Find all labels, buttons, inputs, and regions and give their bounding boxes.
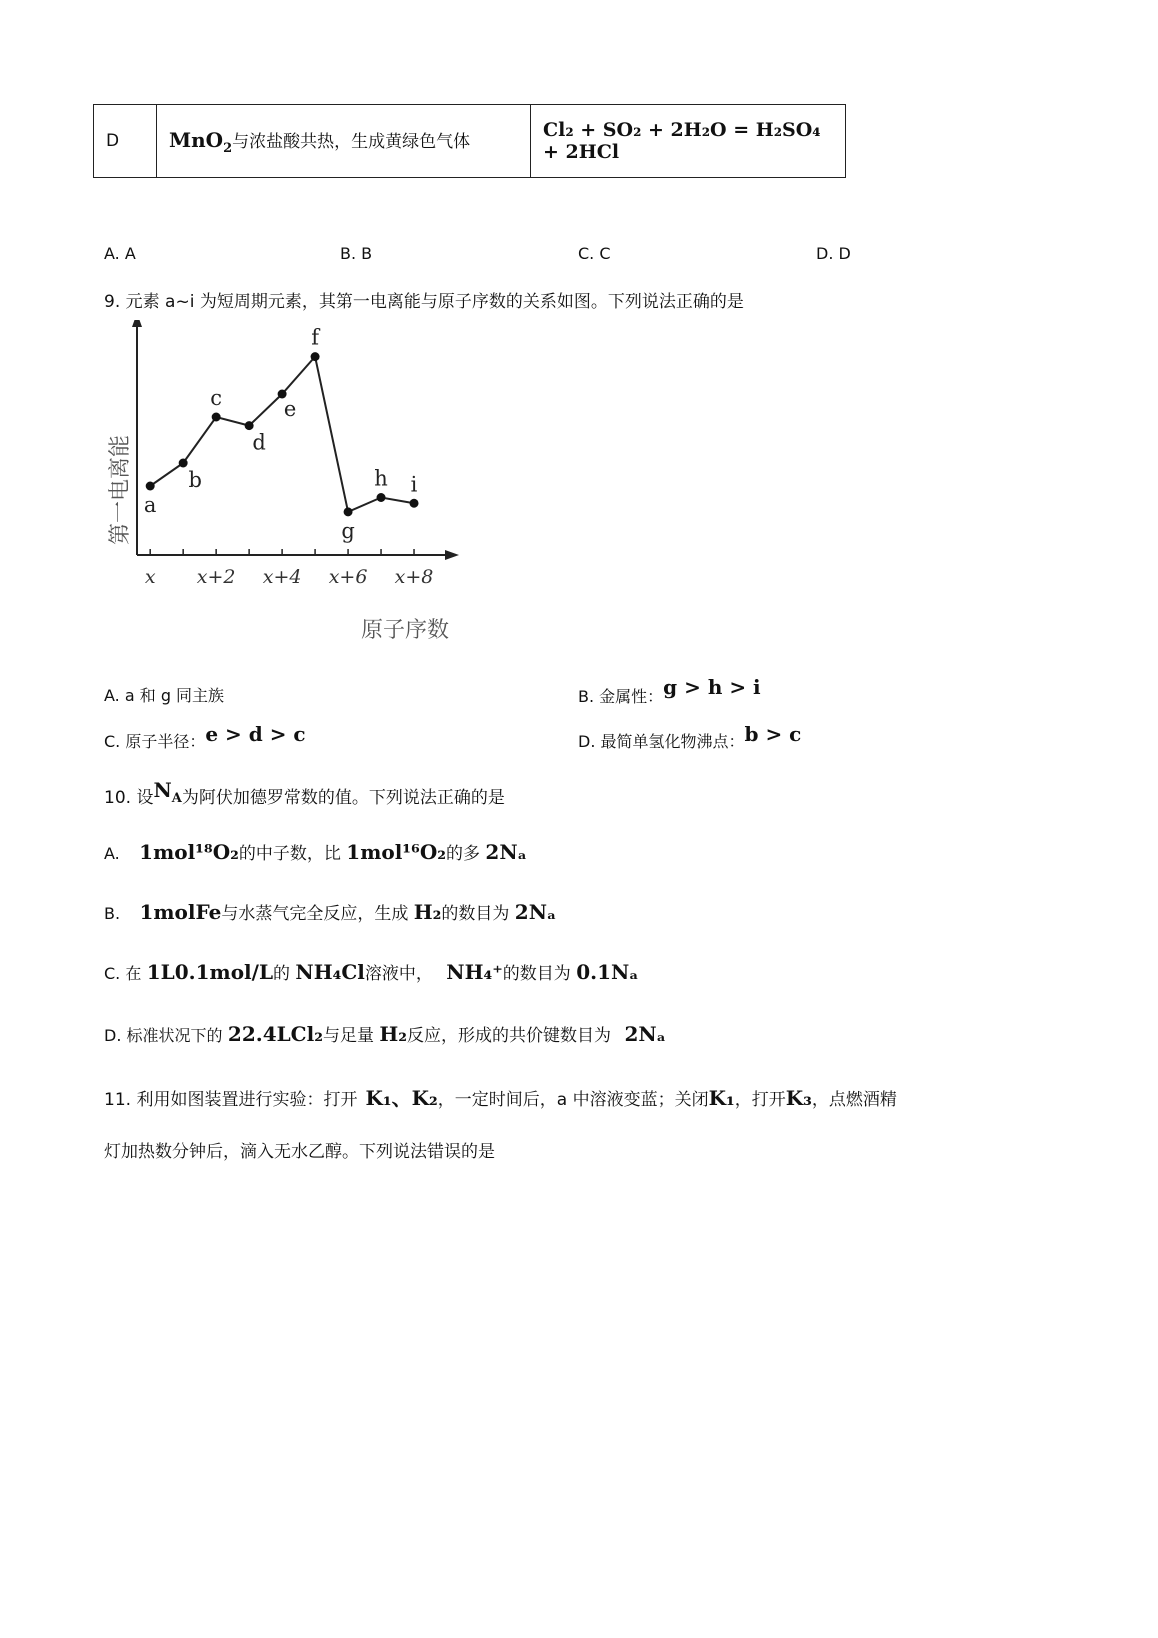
q8-option-b: B. B [340,244,373,263]
data-point-b [179,459,188,468]
table-row [94,105,846,178]
point-label-d: d [252,430,266,455]
q9-d-formula: b > c [744,722,802,746]
ionization-energy-chart [95,320,485,650]
point-label-a: a [143,493,157,517]
point-label-i: i [410,472,418,497]
data-point-a [146,482,155,491]
q8-option-a: A. A [104,244,136,263]
data-point-i [410,499,419,508]
chart-axes [132,320,459,560]
x-tick-label: x+4 [262,566,302,588]
q9-c-formula: e > d > c [205,722,306,746]
data-point-g [344,507,353,516]
row-label: D [94,105,157,178]
q10-option-d: D. 标准状况下的 22.4LCl₂与足量 H₂反应，形成的共价键数目为 2Nₐ [104,1022,666,1046]
data-point-f [311,352,320,361]
point-label-c: c [210,386,223,410]
q9-option-d: D. 最简单氢化物沸点：b > c [578,722,802,751]
q9-stem: 9. 元素 a~i 为短周期元素，其第一电离能与原子序数的关系如图。下列说法正确的是 [104,292,744,312]
q10-option-a: A. 1mol¹⁸O₂的中子数，比 1mol¹⁶O₂的多 2Nₐ [104,840,527,864]
answer-table [93,104,846,178]
data-point-c [212,413,221,422]
y-axis-arrow [132,320,142,327]
q9-b-formula: g > h > i [663,675,761,699]
reagent-cell [157,105,531,178]
x-axis-arrow [445,550,459,560]
x-tick-label: x [144,566,156,588]
point-label-b: b [188,468,202,492]
data-point-d [245,421,254,430]
na-symbol: $N_A$ [153,778,182,806]
q11-stem-line2: 灯加热数分钟后，滴入无水乙醇。下列说法错误的是 [104,1142,495,1162]
reagent-formula: MnO$_2$ [169,127,233,156]
reagent-description: 与浓盐酸共热，生成黄绿色气体 [232,131,471,152]
point-label-f: f [311,325,319,350]
x-axis-label: 原子序数 [360,618,450,643]
q9-option-a: A. a 和 g 同主族 [104,686,225,705]
x-tick-label: x+6 [328,566,368,588]
q8-option-d: D. D [816,244,851,263]
point-label-g: g [341,518,355,543]
equation-cell [531,105,846,178]
point-label-e: e [283,397,297,421]
q11-stem-line1: 11. 利用如图装置进行实验：打开 K₁、K₂，一定时间后，a 中溶液变蓝；关闭K₁，打开K₃，点燃酒精 [104,1086,897,1110]
y-axis-label: 第一电离能 [108,434,133,546]
q8-option-c: C. C [578,244,611,263]
q10-stem: 10. 设$N_A$为阿伏加德罗常数的值。下列说法正确的是 [104,778,505,808]
data-point-h [377,493,386,502]
equation: Cl₂ + SO₂ + 2H₂O = H₂SO₄ + 2HCl [543,119,821,163]
q9-option-b: B. 金属性：g > h > i [578,675,761,706]
q10-option-b: B. 1molFe与水蒸气完全反应，生成 H₂的数目为 2Nₐ [104,900,557,924]
q9-option-c: C. 原子半径：e > d > c [104,722,306,751]
x-tick-label: x+8 [394,566,434,588]
point-label-h: h [374,466,388,491]
q10-option-c: C. 在 1L0.1mol/L的 NH₄Cl溶液中， NH₄⁺的数目为 0.1Nₐ [104,960,639,984]
x-tick-label: x+2 [196,566,236,588]
